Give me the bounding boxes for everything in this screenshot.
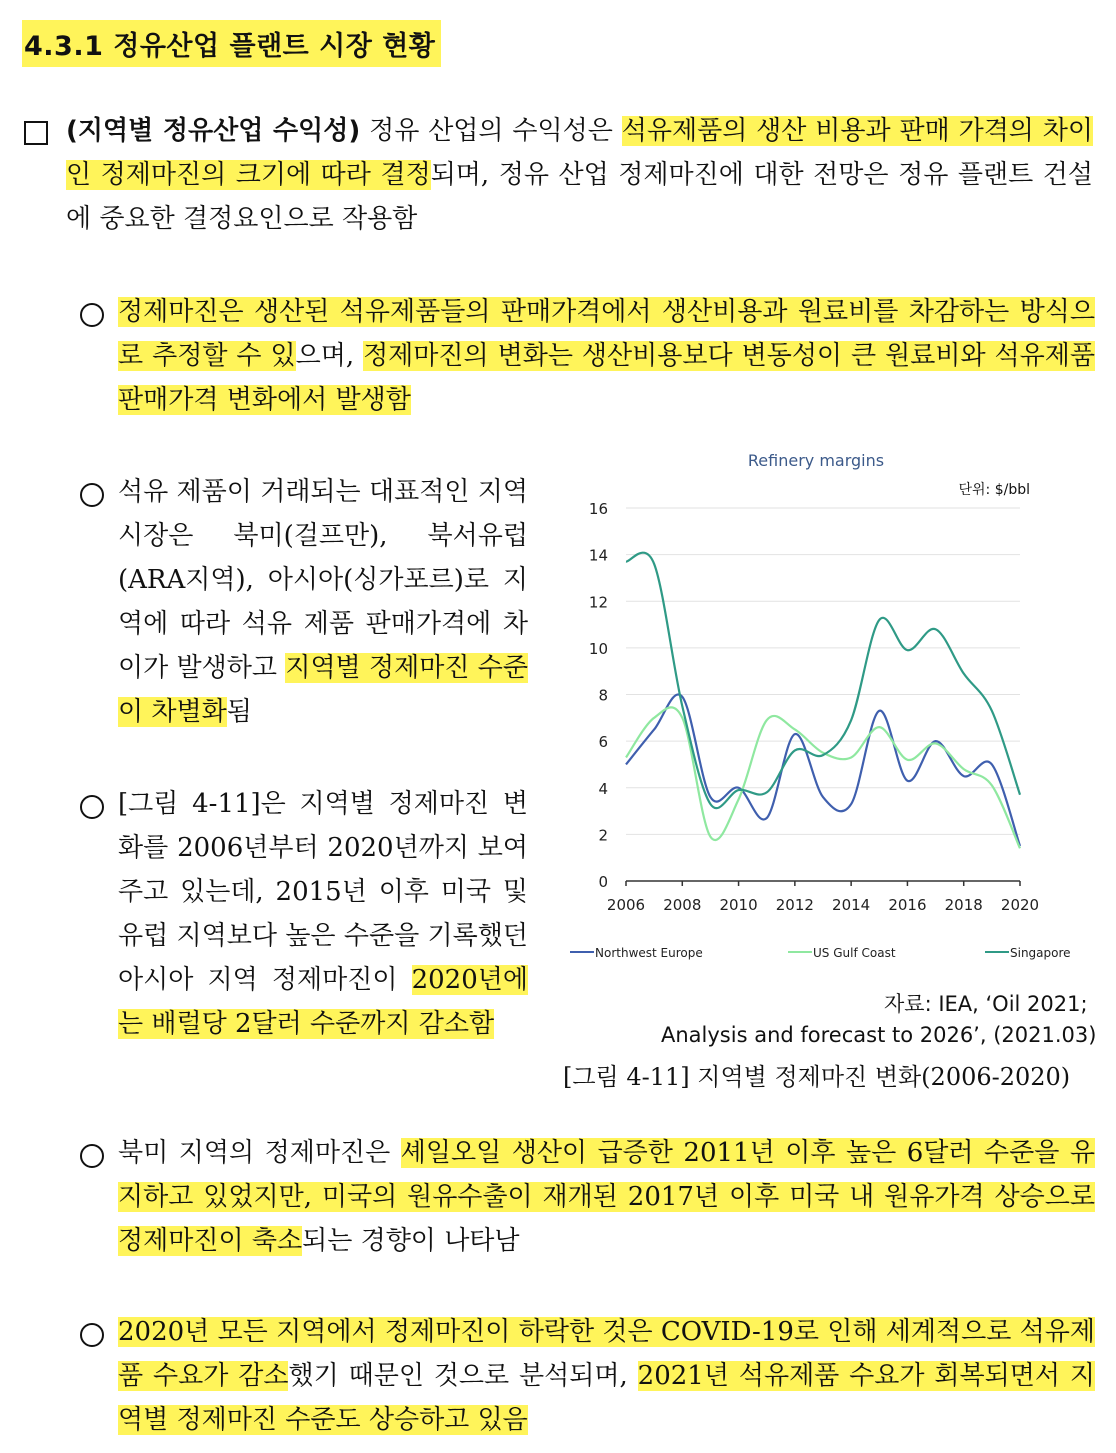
y-tick-label: 4 (598, 779, 608, 798)
y-tick-label: 10 (588, 639, 608, 658)
y-tick-label: 14 (588, 546, 608, 565)
circle-bullet-icon (80, 795, 104, 819)
series-line-us-gulf-coast (626, 707, 1020, 848)
paragraph-north-america: 북미 지역의 정제마진은 셰일오일 생산이 급증한 2011년 이후 높은 6달러 수준을 유지하고 있었지만, 미국의 원유수출이 재개된 2017년 이후 미국 내 원유가격 상승으로 정제마진이 축소되는 경향이 나타남 (118, 1138, 1095, 1256)
x-tick-label: 2016 (888, 896, 927, 914)
chart-unit-label: 단위: $/bbl (958, 482, 1030, 498)
y-tick-label: 8 (598, 686, 608, 705)
paragraph-profitability: (지역별 정유산업 수익성) 정유 산업의 수익성은 석유제품의 생산 비용과 판매 가격의 차이인 정제마진의 크기에 따라 결정되며, 정유 산업 정제마진에 대한 전망은 정유 플랜트 건설에 중요한 결정요인으로 작용함 (66, 116, 1094, 234)
paragraph-lead: (지역별 정유산업 수익성) (66, 116, 361, 146)
figure-caption: [그림 4-11] 지역별 정제마진 변화(2006-2020) (563, 1063, 1071, 1091)
x-tick-label: 2012 (775, 896, 814, 914)
source-line-2: Analysis and forecast to 2026’, (2021.03) (661, 1023, 1097, 1047)
highlight: 2020년에는 배럴당 2달러 수준까지 감소함 (118, 965, 528, 1039)
y-tick-label: 2 (598, 826, 608, 845)
source-line-1: 자료: IEA, ‘Oil 2021; (884, 992, 1088, 1016)
circle-bullet-icon (80, 1323, 104, 1347)
x-tick-label: 2020 (1000, 896, 1040, 914)
legend-label: US Gulf Coast (813, 946, 896, 960)
chart-title: Refinery margins (747, 451, 885, 470)
circle-bullet-icon (80, 1144, 104, 1168)
paragraph-figure-description: [그림 4-11]은 지역별 정제마진 변화를 2006년부터 2020년까지 보여주고 있는데, 2015년 이후 미국 및 유럽 지역보다 높은 수준을 기록했던 아시아 지역 정제마진이 2020년에는 배럴당 2달러 수준까지 감소함 (118, 789, 528, 1039)
circle-bullet-icon (80, 303, 104, 327)
legend-label: Northwest Europe (595, 946, 703, 960)
x-tick-label: 2008 (663, 896, 702, 914)
circle-bullet-icon (80, 483, 104, 507)
highlight: 2021년 석유제품 수요가 회복되면서 지역별 정제마진 수준도 상승하고 있음 (118, 1361, 1095, 1435)
checkbox-bullet-icon (24, 121, 48, 145)
paragraph-covid-impact: 2020년 모든 지역에서 정제마진이 하락한 것은 COVID-19로 인해 세계적으로 석유제품 수요가 감소했기 때문인 것으로 분석되며, 2021년 석유제품 수요가 회복되면서 지역별 정제마진 수준도 상승하고 있음 (118, 1317, 1095, 1435)
y-tick-label: 12 (588, 593, 608, 612)
paragraph-regional-markets: 석유 제품이 거래되는 대표적인 지역 시장은 북미(걸프만), 북서유럽(ARA지역), 아시아(싱가포르)로 지역에 따라 석유 제품 판매가격에 차이가 발생하고 지역별 정제마진 수준이 차별화됨 (118, 477, 528, 727)
highlight: 셰일오일 생산이 급증한 2011년 이후 높은 6달러 수준을 유지하고 있었지만, 미국의 원유수출이 재개된 2017년 이후 미국 내 원유가격 상승으로 정제마진이 축소 (118, 1138, 1095, 1256)
paragraph-margin-definition: 정제마진은 생산된 석유제품들의 판매가격에서 생산비용과 원료비를 차감하는 방식으로 추정할 수 있으며, 정제마진의 변화는 생산비용보다 변동성이 큰 원료비와 석유제품 판매가격 변화에서 발생함 (118, 297, 1095, 415)
x-tick-label: 2014 (832, 896, 871, 914)
x-tick-label: 2018 (944, 896, 983, 914)
highlight: 석유제품의 생산 비용과 판매 가격의 차이인 정제마진의 크기에 따라 결정 (66, 116, 1094, 190)
refinery-margins-chart (560, 440, 1100, 980)
legend-label: Singapore (1010, 946, 1071, 960)
x-tick-label: 2010 (719, 896, 758, 914)
y-tick-label: 0 (598, 873, 608, 891)
highlight: 지역별 정제마진 수준이 차별화 (118, 653, 528, 727)
highlight: 정제마진은 생산된 석유제품들의 판매가격에서 생산비용과 원료비를 차감하는 방식으로 추정할 수 있 (118, 297, 1095, 371)
highlight: 정제마진의 변화는 생산비용보다 변동성이 큰 원료비와 석유제품 판매가격 변화에서 발생함 (118, 341, 1095, 415)
section-title: 4.3.1 정유산업 플랜트 시장 현황 (22, 20, 441, 67)
x-tick-label: 2006 (606, 896, 646, 914)
series-line-singapore (626, 553, 1020, 808)
y-tick-label: 6 (598, 733, 608, 752)
y-tick-label: 16 (588, 500, 608, 518)
highlight: 2020년 모든 지역에서 정제마진이 하락한 것은 COVID-19로 인해 세계적으로 석유제품 수요가 감소 (118, 1317, 1095, 1391)
